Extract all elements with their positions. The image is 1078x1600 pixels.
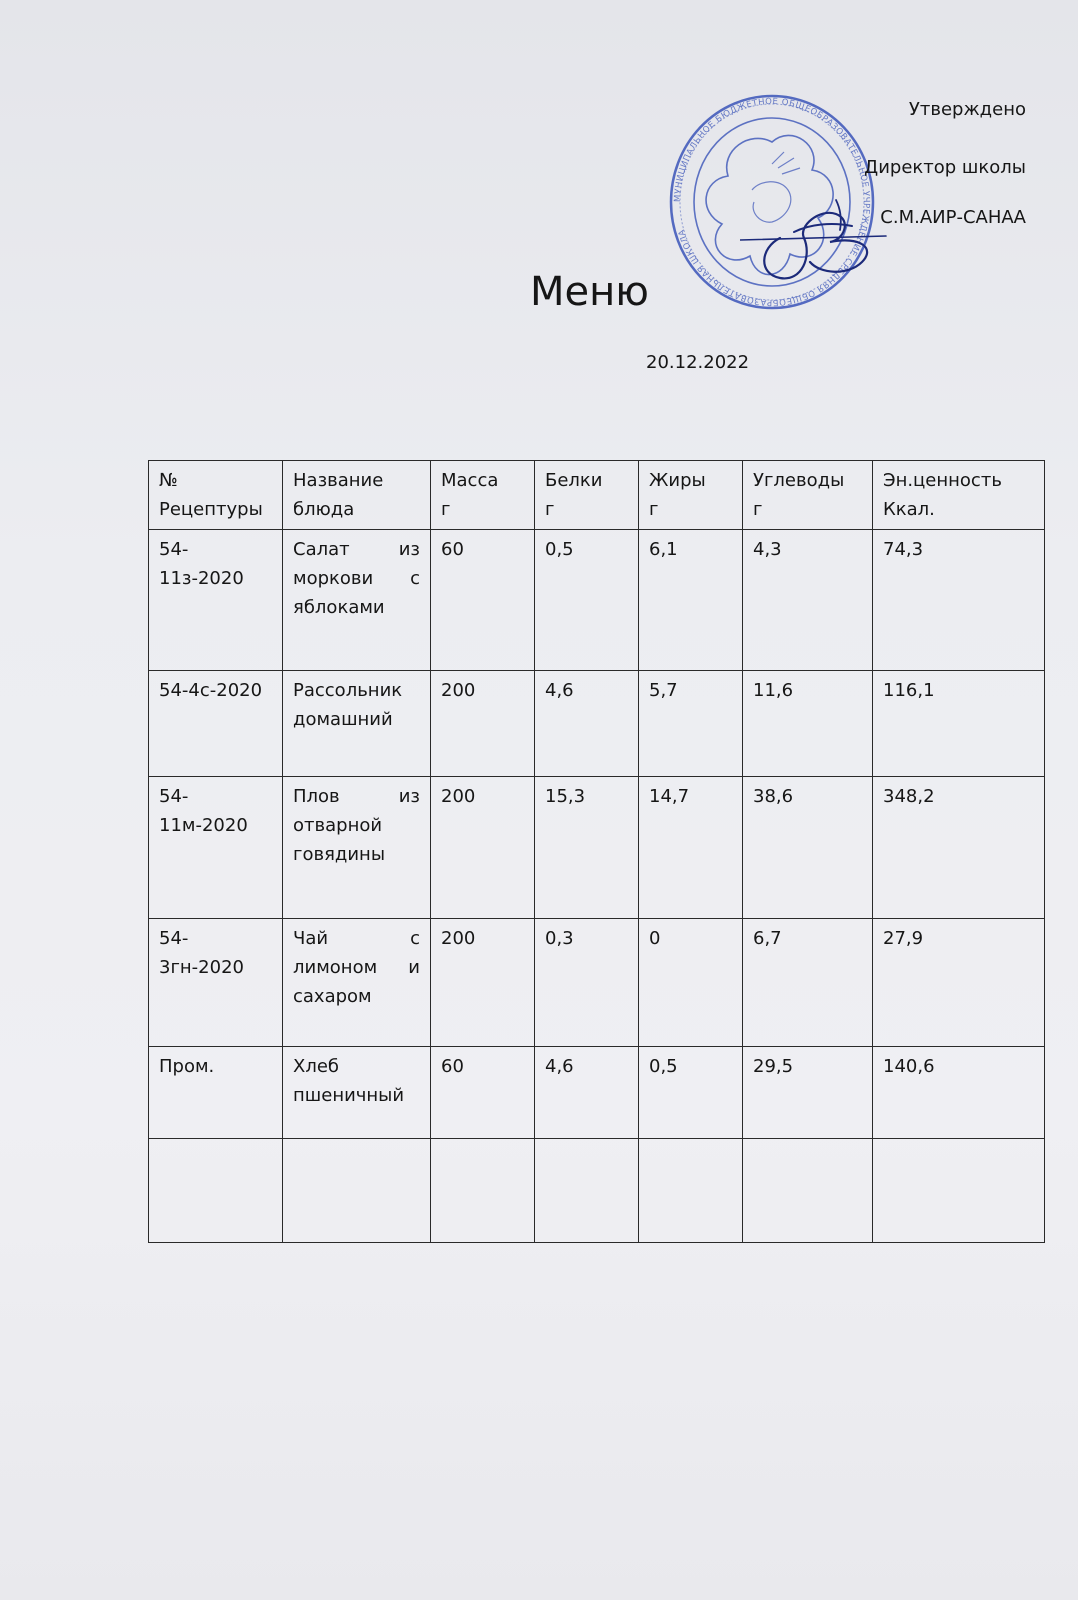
mass-cell: 60 (431, 1047, 535, 1139)
empty-cell (873, 1139, 1045, 1243)
header-cell (873, 461, 1045, 530)
carbs-cell: 6,7 (743, 919, 873, 1047)
header-cell (743, 461, 873, 530)
header-text: Масса (441, 470, 499, 491)
header-text: Жиры (649, 470, 706, 491)
header-cell (431, 461, 535, 530)
menu-date: 20.12.2022 (646, 352, 750, 373)
dish-name-cell: Салат из моркови с яблоками (283, 530, 431, 671)
protein-cell: 0,5 (535, 530, 639, 671)
header-cell (149, 461, 283, 530)
protein-cell: 15,3 (535, 777, 639, 919)
mass-cell: 200 (431, 777, 535, 919)
energy-cell: 348,2 (873, 777, 1045, 919)
carbs-cell: 4,3 (743, 530, 873, 671)
header-text: Эн.ценность (883, 470, 1002, 491)
table-row (149, 530, 1045, 671)
header-text: г (441, 499, 451, 520)
dish-name-cell: Чай с лимоном и сахаром (283, 919, 431, 1047)
header-cell (535, 461, 639, 530)
mass-cell: 200 (431, 919, 535, 1047)
approval-label: Утверждено (908, 99, 1026, 120)
energy-cell: 74,3 (873, 530, 1045, 671)
fat-cell: 0,5 (639, 1047, 743, 1139)
recipe-number-cell: 54-11з-2020 (149, 530, 283, 671)
empty-cell (535, 1139, 639, 1243)
dish-name-cell: Хлеб пшеничный (283, 1047, 431, 1139)
bleed-through-text (514, 256, 522, 286)
header-text: Углеводы (753, 470, 845, 491)
header-text: блюда (293, 499, 355, 520)
approval-position: Директор школы (864, 157, 1026, 178)
carbs-cell: 38,6 (743, 777, 873, 919)
carbs-cell: 11,6 (743, 671, 873, 777)
empty-cell (149, 1139, 283, 1243)
fat-cell: 6,1 (639, 530, 743, 671)
empty-cell (431, 1139, 535, 1243)
menu-table (148, 460, 1045, 1243)
empty-cell (283, 1139, 431, 1243)
recipe-number-cell: 54-3гн-2020 (149, 919, 283, 1047)
table-row (149, 919, 1045, 1047)
recipe-number-cell: Пром. (149, 1047, 283, 1139)
header-text: г (753, 499, 763, 520)
header-text: Белки (545, 470, 603, 491)
table-row (149, 671, 1045, 777)
energy-cell: 116,1 (873, 671, 1045, 777)
fat-cell: 5,7 (639, 671, 743, 777)
header-text: Название (293, 470, 384, 491)
director-signature (740, 178, 890, 298)
header-text: г (545, 499, 555, 520)
header-text: г (649, 499, 659, 520)
empty-cell (743, 1139, 873, 1243)
protein-cell: 4,6 (535, 671, 639, 777)
header-text: Рецептуры (159, 499, 263, 520)
mass-cell: 200 (431, 671, 535, 777)
fat-cell: 14,7 (639, 777, 743, 919)
mass-cell: 60 (431, 530, 535, 671)
recipe-number-cell: 54-11м-2020 (149, 777, 283, 919)
recipe-number-cell: 54-4с-2020 (149, 671, 283, 777)
energy-cell: 27,9 (873, 919, 1045, 1047)
approval-director-name: С.М.АИР-САНАА (880, 207, 1026, 228)
header-text: Ккал. (883, 499, 935, 520)
table-header-row (149, 461, 1045, 530)
header-cell (639, 461, 743, 530)
table-row (149, 1047, 1045, 1139)
protein-cell: 0,3 (535, 919, 639, 1047)
dish-name-cell: Плов из отварной говядины (283, 777, 431, 919)
carbs-cell: 29,5 (743, 1047, 873, 1139)
fat-cell: 0 (639, 919, 743, 1047)
page-title: Меню (530, 269, 649, 315)
protein-cell: 4,6 (535, 1047, 639, 1139)
header-cell (283, 461, 431, 530)
energy-cell: 140,6 (873, 1047, 1045, 1139)
empty-cell (639, 1139, 743, 1243)
dish-name-cell: Рассольник домашний (283, 671, 431, 777)
header-text: № (159, 470, 178, 491)
svg-text:МУНИЦИПАЛЬНОЕ БЮДЖЕТНОЕ ОБЩЕОБ: МУНИЦИПАЛЬНОЕ БЮДЖЕТНОЕ ОБЩЕОБРАЗОВАТЕЛЬНОЕ УЧРЕЖДЕНИЕ СРЕДНЯЯ ОБЩЕОБРАЗОВАТЕЛЬНАЯ ШКОЛА (672, 96, 872, 308)
table-row-empty (149, 1139, 1045, 1243)
table-row (149, 777, 1045, 919)
